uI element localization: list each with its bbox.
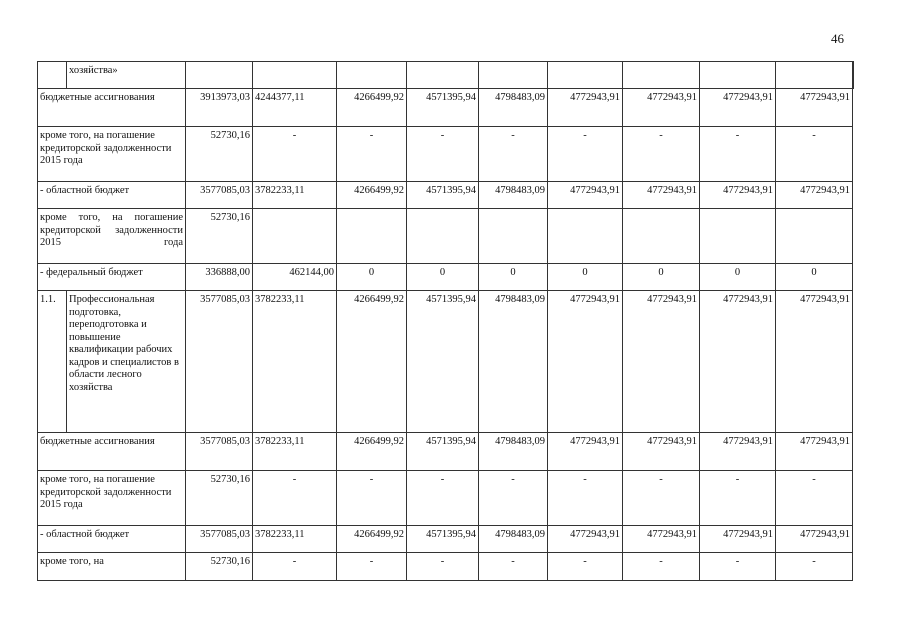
table-row [38, 433, 854, 471]
value-cell: - [776, 471, 853, 526]
value-cell: 4571395,94 [407, 89, 479, 127]
value-cell: 52730,16 [186, 127, 253, 182]
row-label-cell: кроме того, на погашение кредиторской задолженности 2015 года [38, 209, 186, 264]
value-cell [776, 62, 853, 89]
value-cell: 3577085,03 [186, 526, 253, 553]
table-row [38, 209, 854, 264]
row-label-cell: Профессиональная подготовка, переподготовка и повышение квалификации рабочих кадров и специалистов в области лесного хозяйства [67, 291, 186, 433]
value-cell: 4571395,94 [407, 182, 479, 209]
value-cell: - [548, 553, 623, 581]
value-cell: 336888,00 [186, 264, 253, 291]
value-cell: 52730,16 [186, 209, 253, 264]
value-cell: 4571395,94 [407, 433, 479, 471]
value-cell [853, 62, 854, 89]
value-cell: 4772943,91 [548, 526, 623, 553]
value-cell: - [623, 553, 700, 581]
value-cell: 4772943,91 [623, 182, 700, 209]
value-cell [548, 209, 623, 264]
value-cell [253, 62, 337, 89]
value-cell: 4571395,94 [407, 291, 479, 433]
value-cell [700, 62, 776, 89]
value-cell: 0 [407, 264, 479, 291]
value-cell: - [548, 471, 623, 526]
value-cell: 4772943,91 [700, 433, 776, 471]
value-cell [186, 62, 253, 89]
value-cell: - [700, 127, 776, 182]
value-cell: 4772943,91 [700, 291, 776, 433]
value-cell [776, 209, 853, 264]
budget-table [37, 61, 854, 581]
value-cell [548, 62, 623, 89]
value-cell: - [623, 471, 700, 526]
value-cell: 4266499,92 [337, 182, 407, 209]
value-cell: 4266499,92 [337, 89, 407, 127]
table-row [38, 127, 854, 182]
value-cell: - [479, 553, 548, 581]
row-label-cell: бюджетные ассигнования [38, 89, 186, 127]
row-label-cell: - федеральный бюджет [38, 264, 186, 291]
value-cell: 4772943,91 [548, 182, 623, 209]
value-cell: 4266499,92 [337, 433, 407, 471]
value-cell: 3782233,11 [253, 433, 337, 471]
row-label-cell: хозяйства» [67, 62, 186, 89]
value-cell: 4772943,91 [700, 182, 776, 209]
value-cell: 4798483,09 [479, 526, 548, 553]
value-cell: 4772943,91 [776, 182, 853, 209]
value-cell: 0 [337, 264, 407, 291]
value-cell: - [407, 471, 479, 526]
value-cell: - [776, 127, 853, 182]
value-cell: - [407, 127, 479, 182]
value-cell: 3577085,03 [186, 182, 253, 209]
value-cell: 4772943,91 [623, 89, 700, 127]
value-cell [253, 209, 337, 264]
page-number: 46 [831, 31, 844, 46]
value-cell [407, 62, 479, 89]
value-cell: - [700, 471, 776, 526]
value-cell: - [623, 127, 700, 182]
value-cell: 0 [623, 264, 700, 291]
value-cell [623, 209, 700, 264]
value-cell: 3577085,03 [186, 291, 253, 433]
value-cell: 3577085,03 [186, 433, 253, 471]
value-cell: 4244377,11 [253, 89, 337, 127]
row-label-cell: бюджетные ассигнования [38, 433, 186, 471]
value-cell: 0 [548, 264, 623, 291]
value-cell: 462144,00 [253, 264, 337, 291]
value-cell: 0 [479, 264, 548, 291]
table-row [38, 471, 854, 526]
value-cell: 4798483,09 [479, 433, 548, 471]
value-cell: - [337, 127, 407, 182]
value-cell: 4772943,91 [776, 526, 853, 553]
value-cell: 4772943,91 [548, 291, 623, 433]
value-cell [700, 209, 776, 264]
row-number-cell [38, 62, 67, 89]
value-cell: 4772943,91 [623, 291, 700, 433]
value-cell: 4798483,09 [479, 89, 548, 127]
value-cell [479, 209, 548, 264]
value-cell: 4266499,92 [337, 526, 407, 553]
value-cell: - [700, 553, 776, 581]
value-cell: 4772943,91 [776, 291, 853, 433]
value-cell: 3913973,03 [186, 89, 253, 127]
value-cell: 3782233,11 [253, 526, 337, 553]
value-cell: 4266499,92 [337, 291, 407, 433]
value-cell: 4798483,09 [479, 182, 548, 209]
value-cell: 52730,16 [186, 471, 253, 526]
value-cell: 3782233,11 [253, 182, 337, 209]
value-cell: - [253, 553, 337, 581]
table-row [38, 553, 854, 581]
row-label-cell: кроме того, на [38, 553, 186, 581]
value-cell: - [479, 127, 548, 182]
row-number-cell: 1.1. [38, 291, 67, 433]
value-cell: 3782233,11 [253, 291, 337, 433]
table-row [38, 182, 854, 209]
table-row [38, 62, 854, 89]
row-label-cell: - областной бюджет [38, 182, 186, 209]
value-cell [337, 209, 407, 264]
table-row [38, 264, 854, 291]
value-cell: - [548, 127, 623, 182]
value-cell: - [479, 471, 548, 526]
value-cell: - [337, 471, 407, 526]
table-row [38, 291, 854, 433]
value-cell: 4772943,91 [776, 89, 853, 127]
value-cell: 4772943,91 [548, 433, 623, 471]
value-cell: 4772943,91 [623, 433, 700, 471]
row-label-cell: кроме того, на погашение кредиторской задолженности 2015 года [38, 127, 186, 182]
value-cell: - [776, 553, 853, 581]
value-cell: - [407, 553, 479, 581]
value-cell: 4772943,91 [548, 89, 623, 127]
value-cell [479, 62, 548, 89]
value-cell: 4772943,91 [700, 526, 776, 553]
table-row [38, 89, 854, 127]
value-cell: - [253, 471, 337, 526]
value-cell: 0 [776, 264, 853, 291]
value-cell: 52730,16 [186, 553, 253, 581]
value-cell: 0 [700, 264, 776, 291]
table-row [38, 526, 854, 553]
row-label-cell: кроме того, на погашение кредиторской задолженности 2015 года [38, 471, 186, 526]
value-cell: 4798483,09 [479, 291, 548, 433]
value-cell: - [253, 127, 337, 182]
value-cell: 4772943,91 [776, 433, 853, 471]
value-cell: 4772943,91 [700, 89, 776, 127]
value-cell: 4571395,94 [407, 526, 479, 553]
value-cell: 4772943,91 [623, 526, 700, 553]
value-cell: - [337, 553, 407, 581]
row-label-cell: - областной бюджет [38, 526, 186, 553]
value-cell [407, 209, 479, 264]
value-cell [623, 62, 700, 89]
value-cell [337, 62, 407, 89]
